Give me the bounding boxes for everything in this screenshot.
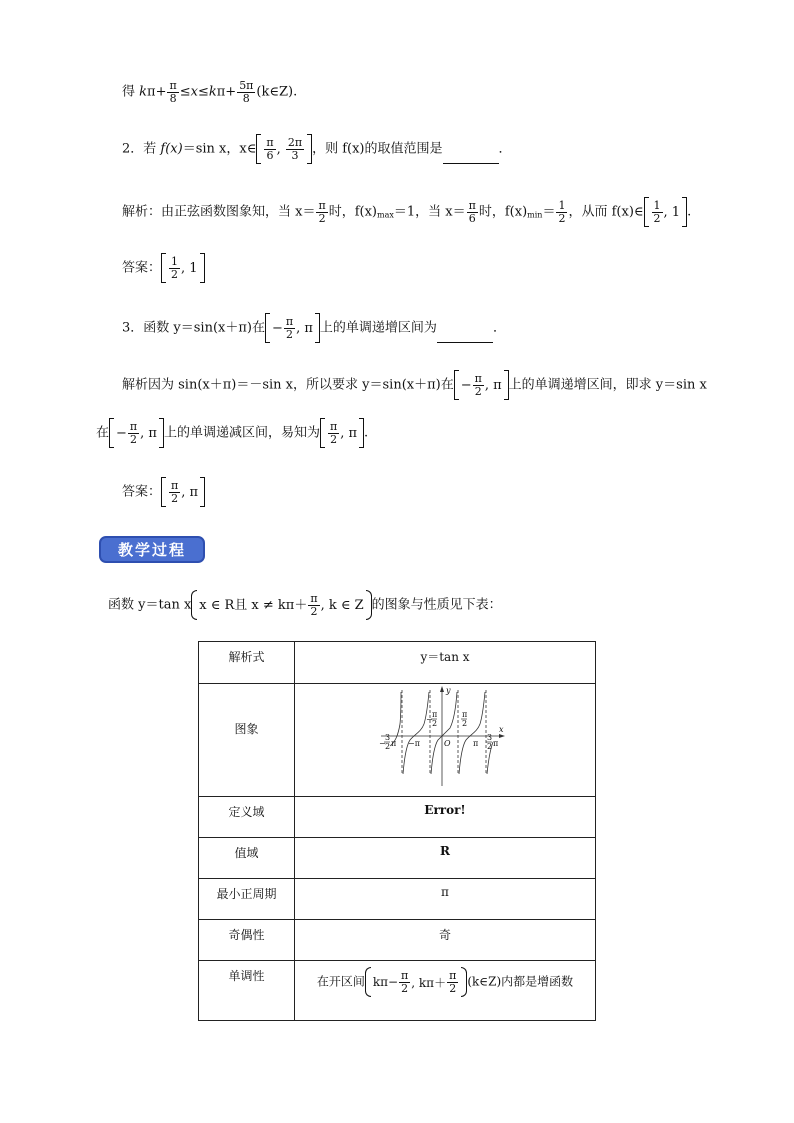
- row-graph-cell: [295, 684, 596, 797]
- row-value: π: [295, 879, 596, 920]
- row-key: 定义域: [199, 797, 295, 838]
- tan-branch: [431, 692, 457, 774]
- svg-text:2: 2: [462, 719, 468, 728]
- table-row: [199, 920, 596, 961]
- row-key: 单调性: [199, 961, 295, 1021]
- svg-text:2: 2: [432, 719, 438, 728]
- row-value: 奇: [295, 920, 596, 961]
- row-value-monotonic: 在开区间 kπ− $\frac{\pi}{2}$ , kπ＋ $\frac{\pi}{2}$ (k∈Z)内都是增函数: [295, 961, 596, 1021]
- tan-branch: [390, 692, 401, 746]
- table-row: [199, 797, 596, 838]
- analysis-3-cont: 在 − $\frac{\pi}{2}$ , π 上的单调递减区间，易知为 $\frac{\pi}{2}$ , π .: [96, 418, 368, 448]
- svg-text:π: π: [432, 710, 438, 719]
- analysis-2: 解析：由正弦函数图象知，当 x＝ $\frac{\pi}{2}$ 时，$f(x)_{max}=1$，当 x＝ $\frac{\pi}{6}$ 时，$f(x)_{min}=$ $\frac{1}{2}$ ，从而 f(x)∈ $\frac{1}{2}$ , 1 .: [122, 197, 691, 227]
- table-intro: 函数 y＝tan x x ∈ R且 x ≠ kπ＋ $\frac{\pi}{2}$ , k ∈ Z 的图象与性质见下表：: [108, 590, 502, 620]
- svg-text:π: π: [462, 710, 468, 719]
- tan-graph: [295, 684, 595, 794]
- svg-text:2: 2: [487, 742, 493, 751]
- answer-blank[interactable]: [443, 152, 499, 164]
- row-key: 值域: [199, 838, 295, 879]
- svg-text:π: π: [391, 739, 397, 748]
- svg-text:−: −: [379, 739, 386, 748]
- svg-text:π: π: [493, 739, 499, 748]
- row-key: 奇偶性: [199, 920, 295, 961]
- table-row: [199, 642, 596, 684]
- svg-text:3: 3: [385, 733, 391, 742]
- table-row: [199, 838, 596, 879]
- x-label: x: [499, 725, 504, 734]
- row-value: y＝tan x: [295, 642, 596, 684]
- svg-text:−: −: [426, 715, 433, 724]
- answer-3: 答案： $\frac{\pi}{2}$ , π: [122, 477, 205, 507]
- neg-pi-label: −π: [408, 739, 420, 748]
- analysis-3: 解析因为 sin(x＋π)＝－sin x，所以要求 y＝sin(x＋π)在 − $\frac{\pi}{2}$ , π 上的单调递增区间，即求 y＝sin x: [122, 370, 707, 400]
- tan-branch: [459, 692, 485, 774]
- origin-label: O: [444, 739, 451, 748]
- row-key: 图象: [199, 684, 295, 797]
- svg-text:2: 2: [385, 742, 391, 751]
- row-value: Error!: [295, 797, 596, 838]
- table-row: [199, 879, 596, 920]
- row-key: 最小正周期: [199, 879, 295, 920]
- row-key: 解析式: [199, 642, 295, 684]
- table-row: [199, 961, 596, 1021]
- answer-blank-3[interactable]: [437, 331, 493, 343]
- row-value: R: [295, 838, 596, 879]
- derivation-line: 得 kπ+ $\frac{\pi}{8}$ ≤x≤kπ+ $\frac{5\pi}{8}$ (k∈Z).: [122, 79, 298, 105]
- tan-properties-table: [198, 641, 596, 1021]
- question-2: 2．若 f(x)＝sin x，x∈ $\frac{\pi}{6}$ , $\frac{2\pi}{3}$ ，则 f(x)的取值范围是 ．: [122, 134, 512, 164]
- svg-text:3: 3: [487, 733, 493, 742]
- section-badge: 教学过程: [99, 536, 205, 563]
- pi-label: π: [473, 739, 479, 748]
- answer-2: 答案： $\frac{1}{2}$ , 1: [122, 253, 205, 283]
- y-label: y: [446, 686, 451, 695]
- table-row: [199, 684, 596, 797]
- tan-branch: [403, 692, 429, 774]
- question-3: 3．函数 y＝sin(x＋π)在 − $\frac{\pi}{2}$ , π 上的单调递增区间为 ．: [122, 313, 506, 343]
